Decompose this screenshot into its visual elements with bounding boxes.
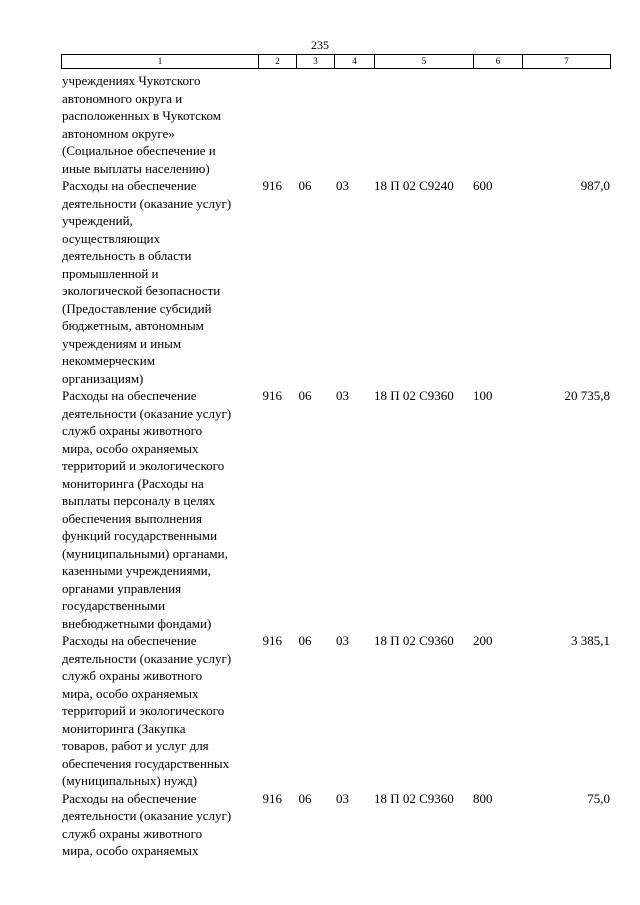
table-row	[61, 177, 610, 387]
row-amount: 3 385,1	[571, 633, 610, 648]
column-header-1: 1	[62, 55, 259, 69]
column-header-table	[61, 54, 611, 69]
row-expense-type: 100	[473, 388, 493, 403]
row-section: 06	[298, 178, 312, 193]
row-section: 06	[298, 790, 312, 806]
row-description: Расходы на обеспечение деятельности (оказание услуг) учреждений, осуществляющих деятельность в области промышленной и экологической безопасности (Предоставление субсидий бюджетным, автономным учреждениям и иным некоммерческим организациям)	[62, 178, 232, 386]
table-row	[61, 387, 610, 632]
row-amount: 75,0	[587, 790, 610, 806]
row-expense-type: 600	[473, 178, 493, 193]
row-description: учреждениях Чукотского автономного округа и расположенных в Чукотском автономном округе» (Социальное обеспечение и иные выплаты населению)	[62, 73, 222, 176]
column-header-3: 3	[297, 55, 335, 69]
row-section: 06	[298, 633, 312, 648]
column-header-row	[62, 55, 611, 69]
row-target: 18 П 02 С9360	[374, 633, 454, 648]
column-header-7: 7	[523, 55, 611, 69]
budget-rows	[61, 72, 610, 860]
row-subsection: 03	[336, 178, 349, 193]
row-amount: 987,0	[580, 178, 610, 193]
column-header-5: 5	[375, 55, 474, 69]
row-target: 18 П 02 С9360	[374, 388, 454, 403]
row-expense-type: 800	[473, 790, 493, 806]
row-description: Расходы на обеспечение деятельности (оказание услуг) служб охраны животного мира, особо охраняемых территорий и экологического мониторинга (Закупка товаров, работ и услуг для обеспечения государственных (муниципальных) нужд)	[62, 633, 232, 788]
row-code: 916	[262, 178, 282, 193]
row-expense-type: 200	[473, 633, 493, 648]
row-amount: 20 735,8	[564, 388, 610, 403]
row-target: 18 П 02 С9360	[374, 790, 454, 806]
row-code: 916	[262, 790, 282, 806]
column-header-4: 4	[335, 55, 375, 69]
table-row	[61, 632, 610, 790]
row-code: 916	[262, 388, 282, 403]
row-subsection: 03	[336, 388, 349, 403]
row-description: Расходы на обеспечение деятельности (оказание услуг) служб охраны животного мира, особо охраняемых	[62, 790, 232, 858]
row-target: 18 П 02 С9240	[374, 178, 454, 193]
row-section: 06	[298, 388, 312, 403]
row-code: 916	[262, 633, 282, 648]
column-header-6: 6	[474, 55, 523, 69]
row-subsection: 03	[336, 633, 349, 648]
row-description: Расходы на обеспечение деятельности (оказание услуг) служб охраны животного мира, особо охраняемых территорий и экологического мониторинга (Расходы на выплаты персоналу в целях обеспечения выполнения функций государственными (муниципальными) органами, казенными учреждениями, органами управления государственными внебюджетными фондами)	[62, 388, 232, 631]
row-subsection: 03	[336, 790, 349, 806]
page-number: 235	[311, 38, 329, 52]
table-row	[61, 790, 610, 860]
table-row	[61, 72, 610, 177]
column-header-2: 2	[259, 55, 297, 69]
